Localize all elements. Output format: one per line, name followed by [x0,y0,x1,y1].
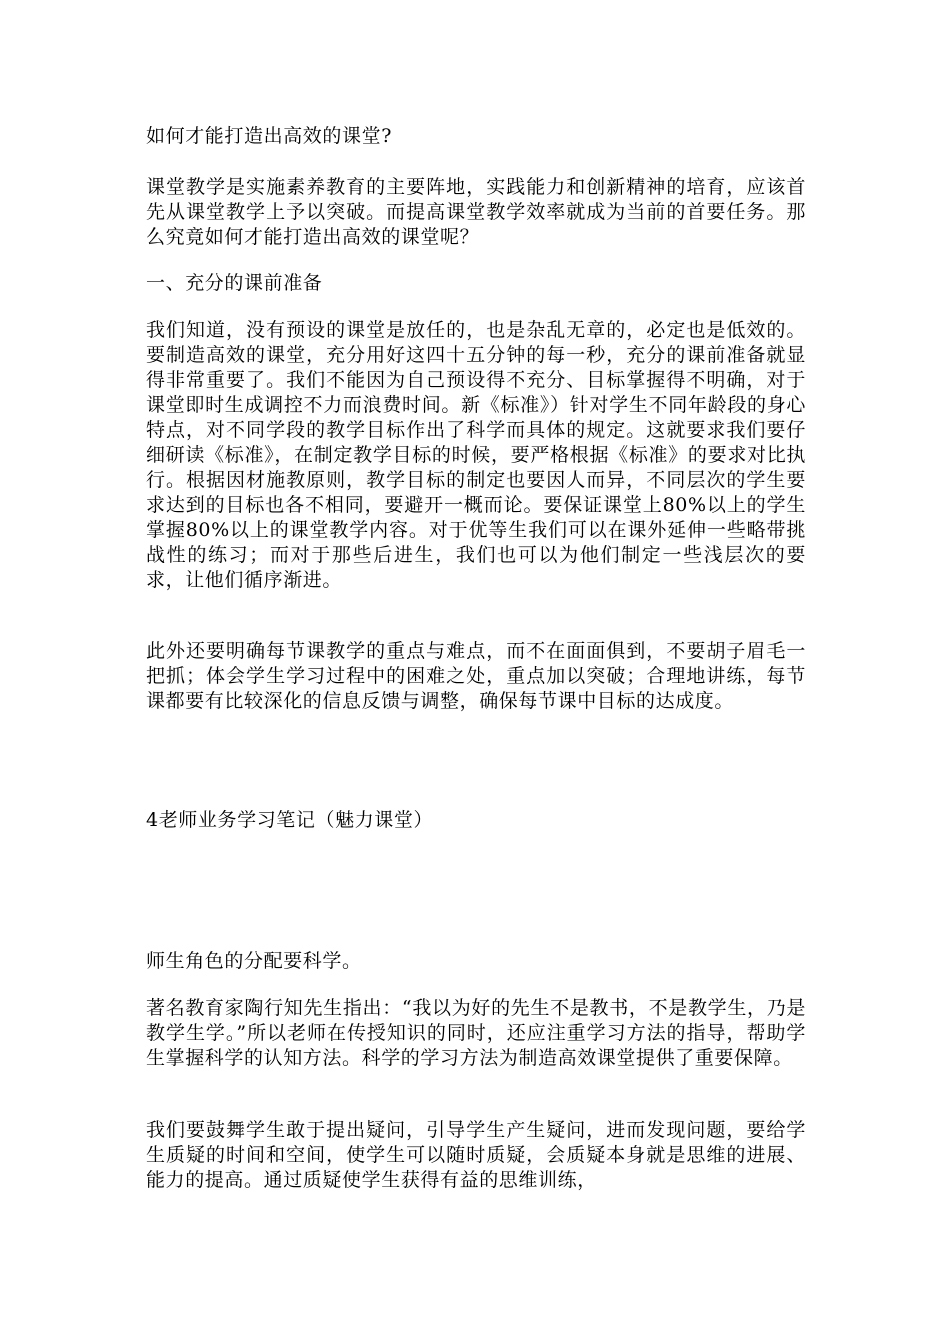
section2-paragraph-1: 著名教育家陶行知先生指出：“我以为好的先生不是教书，不是教学生，乃是教学生学。”所以老师在传授知识的同时，还应注重学习方法的指导，帮助学生掌握科学的认知方法。科学的学习方法为制造高效课堂提供了重要保障。 [146,997,806,1069]
intro-paragraph: 课堂教学是实施素养教育的主要阵地，实践能力和创新精神的培育，应该首先从课堂教学上予以突破。而提高课堂教学效率就成为当前的首要任务。那么究竟如何才能打造出高效的课堂呢？ [146,176,806,248]
document-title: 如何才能打造出高效的课堂? [146,125,392,147]
section2-paragraph-2: 我们要鼓舞学生敢于提出疑问，引导学生产生疑问，进而发现问题，要给学生质疑的时间和空间，使学生可以随时质疑，会质疑本身就是思维的进展、能力的提高。通过质疑使学生获得有益的思维训练， [146,1119,806,1191]
note-heading: 4老师业务学习笔记（魅力课堂） [146,809,434,831]
section1-heading: 一、充分的课前准备 [146,272,323,294]
section1-paragraph-1: 我们知道，没有预设的课堂是放任的，也是杂乱无章的，必定也是低效的。要制造高效的课堂，充分用好这四十五分钟的每一秒，充分的课前准备就显得非常重要了。我们不能因为自己预设得不充分、目标掌握得不明确，对于课堂即时生成调控不力而浪费时间。新《标准》）针对学生不同年龄段的身心特点，对不同学段的教学目标作出了科学而具体的规定。这就要求我们要仔细研读《标准》，在制定教学目标的时候，要严格根据《标准》的要求对比执行。根据因材施教原则，教学目标的制定也要因人而异，不同层次的学生要求达到的目标也各不相同，要避开一概而论。要保证课堂上80%以上的学生掌握80%以上的课堂教学内容。对于优等生我们可以在课外延伸一些略带挑战性的练习；而对于那些后进生，我们也可以为他们制定一些浅层次的要求，让他们循序渐进。 [146,319,806,591]
section2-heading: 师生角色的分配要科学。 [146,950,362,972]
section1-paragraph-2: 此外还要明确每节课教学的重点与难点，而不在面面俱到，不要胡子眉毛一把抓；体会学生学习过程中的困难之处，重点加以突破；合理地讲练，每节课都要有比较深化的信息反馈与调整，确保每节课中目标的达成度。 [146,640,806,712]
